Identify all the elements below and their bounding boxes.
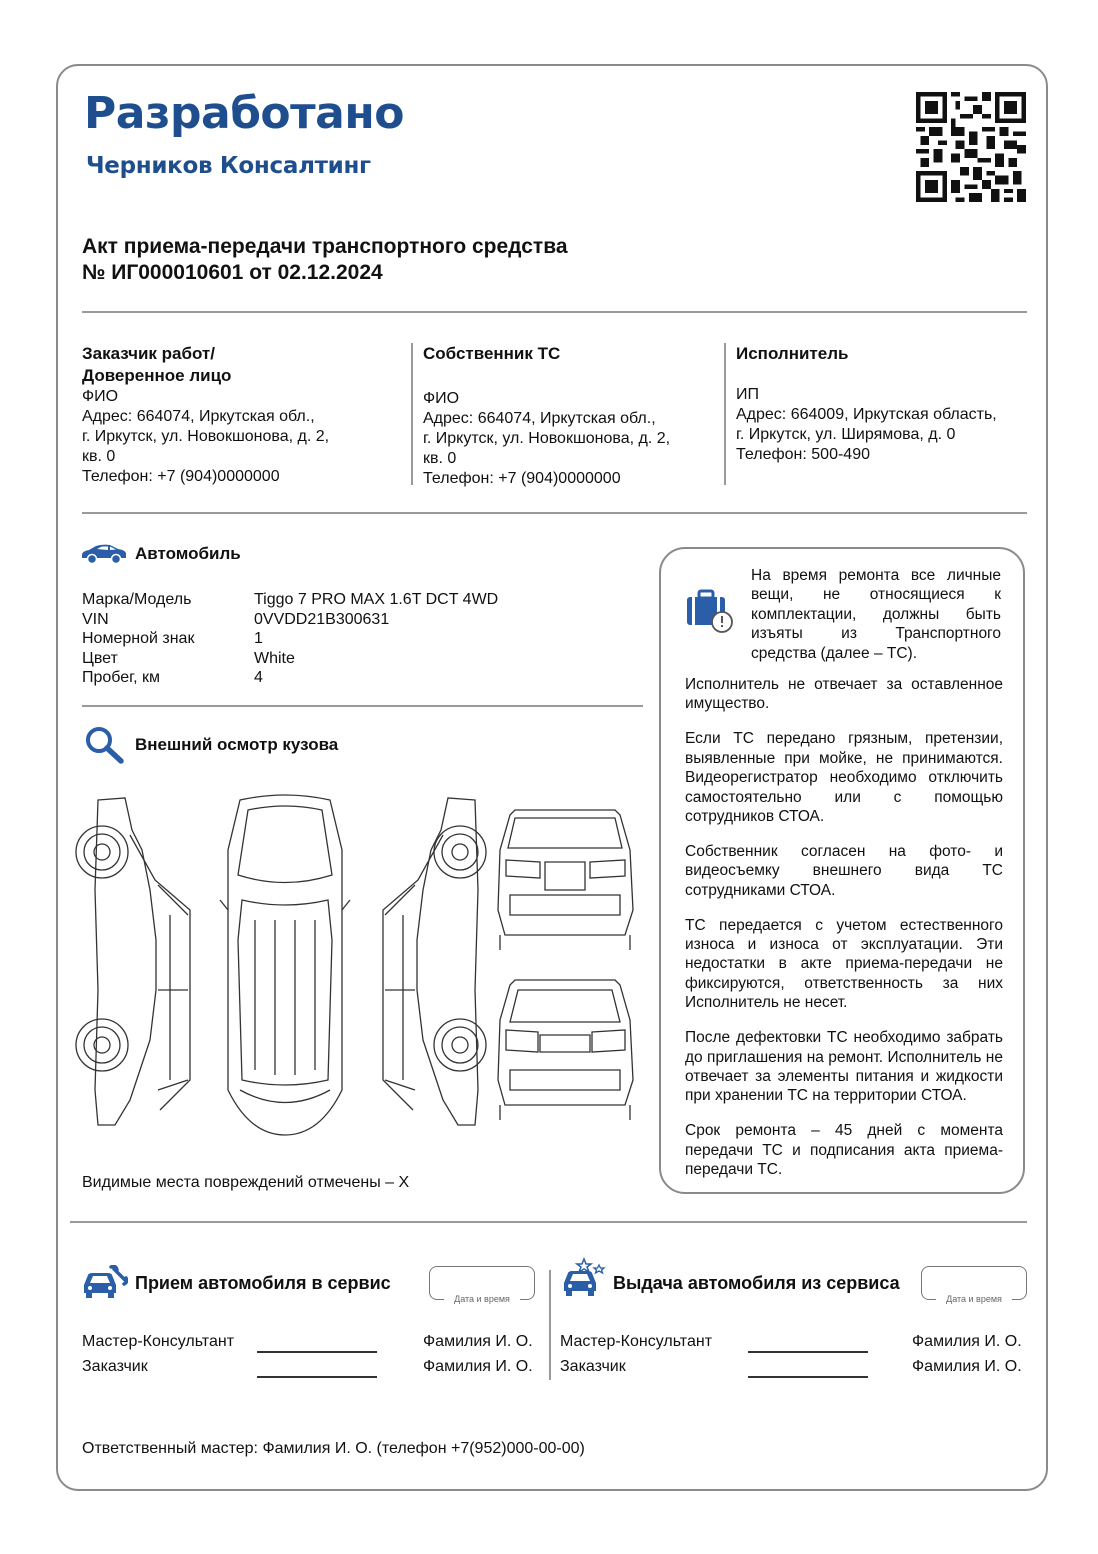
release-name-label: Фамилия И. О.	[912, 1333, 1022, 1350]
car-details-table	[82, 590, 498, 688]
car-right-side-view	[383, 798, 486, 1125]
document-number: № ИГ000010601 от 02.12.2024	[82, 261, 383, 284]
signature-line[interactable]	[257, 1351, 377, 1353]
intake-role-label: Мастер-Консультант	[82, 1333, 235, 1350]
party-line: кв. 0	[82, 448, 116, 465]
party-line: Телефон: 500-490	[736, 446, 870, 463]
release-role-label: Заказчик	[560, 1358, 626, 1375]
party-contractor	[736, 343, 997, 465]
notice-paragraph: Собственник согласен на фото- и видеосъемку внешнего вида ТС сотрудниками СТОА.	[685, 842, 1003, 899]
inspection-heading: Внешний осмотр кузова	[135, 735, 339, 754]
car-field-value: 4	[254, 669, 263, 686]
car-icon	[80, 543, 128, 565]
brand-subtitle: Черников Консалтинг	[86, 153, 371, 179]
car-wrench-icon	[80, 1265, 128, 1301]
release-name-label: Фамилия И. О.	[912, 1358, 1022, 1375]
intake-role-label: Заказчик	[82, 1358, 148, 1375]
table-row	[82, 649, 498, 669]
party-heading: Заказчик работ/	[82, 344, 215, 363]
column-divider	[724, 343, 726, 485]
car-body-diagram	[70, 790, 648, 1140]
car-field-label: Номерной знак	[82, 630, 195, 647]
party-line: Телефон: +7 (904)0000000	[82, 468, 280, 485]
release-date-field[interactable]	[921, 1266, 1027, 1304]
notice-paragraph: Исполнитель не отвечает за оставленное имущество.	[685, 676, 1003, 713]
party-line: Телефон: +7 (904)0000000	[423, 470, 621, 487]
signature-line[interactable]	[748, 1351, 868, 1353]
party-line: Адрес: 664074, Иркутская обл.,	[82, 408, 315, 425]
party-line: г. Иркутск, ул. Ширямова, д. 0	[736, 426, 956, 443]
car-top-view	[220, 795, 350, 1135]
magnifier-icon	[84, 725, 126, 765]
responsible-master-note: Ответственный мастер: Фамилия И. О. (телефон +7(952)000-00-00)	[82, 1440, 585, 1457]
intake-heading: Прием автомобиля в сервис	[135, 1273, 391, 1293]
party-line: Адрес: 664009, Иркутская область,	[736, 406, 997, 423]
notice-paragraph: ТС передается с учетом естественного износа и износа от эксплуатации. Эти недостатки в акте приема-передачи не фиксируются, ответственность за них Исполнитель не несет.	[685, 916, 1003, 1012]
date-label: Дата и время	[936, 1294, 1012, 1304]
intake-date-field[interactable]	[429, 1266, 535, 1304]
car-field-label: VIN	[82, 610, 109, 628]
car-field-value: 0VVDD21B300631	[254, 610, 390, 628]
notice-paragraph: Срок ремонта – 45 дней с момента передачи ТС и подписания акта приема-передачи ТС.	[685, 1122, 1003, 1179]
divider	[82, 705, 643, 707]
notice-paragraph: Если ТС передано грязным, претензии, выявленные при мойке, не принимаются. Видеорегистратор необходимо отключить самостоятельно или с помощью сотрудников СТОА.	[685, 730, 1003, 825]
car-sparkle-icon	[562, 1257, 608, 1299]
brand-title: Разработано	[84, 88, 404, 139]
car-field-label: Цвет	[82, 649, 118, 667]
party-owner	[423, 343, 670, 489]
car-field-value: Tiggo 7 PRO MAX 1.6T DCT 4WD	[254, 591, 499, 608]
party-line: Адрес: 664074, Иркутская обл.,	[423, 410, 656, 427]
party-line: ФИО	[423, 390, 460, 407]
intake-name-label: Фамилия И. О.	[423, 1358, 533, 1375]
document-title-line1: Акт приема-передачи транспортного средства	[82, 235, 568, 258]
car-front-view	[498, 810, 633, 950]
signature-line[interactable]	[748, 1376, 868, 1378]
release-role-label: Мастер-Консультант	[560, 1333, 713, 1350]
notice-paragraph: После дефектовки ТС необходимо забрать до приглашения на ремонт. Исполнитель не отвечает за элементы питания и жидкости при хранении ТС на территории СТОА.	[685, 1029, 1003, 1105]
party-heading: Собственник ТС	[423, 344, 561, 363]
car-field-value: White	[254, 649, 295, 667]
car-left-side-view	[76, 798, 190, 1125]
column-divider	[411, 343, 413, 485]
car-field-value: 1	[254, 630, 263, 647]
party-line: ФИО	[82, 388, 119, 405]
divider	[70, 1221, 1027, 1223]
party-line: г. Иркутск, ул. Новокшонова, д. 2,	[423, 430, 671, 447]
divider	[82, 512, 1027, 514]
qr-code-icon	[916, 92, 1026, 202]
party-line: ИП	[736, 386, 759, 403]
table-row	[82, 610, 498, 630]
party-heading: Доверенное лицо	[82, 366, 232, 385]
signature-line[interactable]	[257, 1376, 377, 1378]
notice-paragraphs	[685, 675, 1003, 1179]
car-section-heading: Автомобиль	[135, 544, 241, 563]
column-divider	[549, 1270, 551, 1380]
divider	[82, 311, 1027, 313]
damage-note: Видимые места повреждений отмечены – X	[82, 1174, 410, 1191]
notice-box	[659, 547, 1025, 1194]
table-row	[82, 629, 498, 649]
car-field-label: Марка/Модель	[82, 591, 192, 608]
table-row	[82, 590, 498, 610]
suitcase-icon	[685, 589, 735, 635]
release-heading: Выдача автомобиля из сервиса	[613, 1273, 900, 1293]
car-rear-view	[498, 980, 633, 1120]
table-row	[82, 668, 498, 688]
party-heading: Исполнитель	[736, 344, 849, 363]
document-title	[82, 234, 568, 286]
party-line: г. Иркутск, ул. Новокшонова, д. 2,	[82, 428, 330, 445]
notice-paragraph: На время ремонта все личные вещи, не относящиеся к комплектации, должны быть изъяты из Транспортного средства (далее – ТС).	[751, 567, 1001, 662]
party-customer	[82, 343, 329, 487]
intake-name-label: Фамилия И. О.	[423, 1333, 533, 1350]
car-field-label: Пробег, км	[82, 669, 160, 686]
party-line: кв. 0	[423, 450, 457, 467]
date-label: Дата и время	[444, 1294, 520, 1304]
